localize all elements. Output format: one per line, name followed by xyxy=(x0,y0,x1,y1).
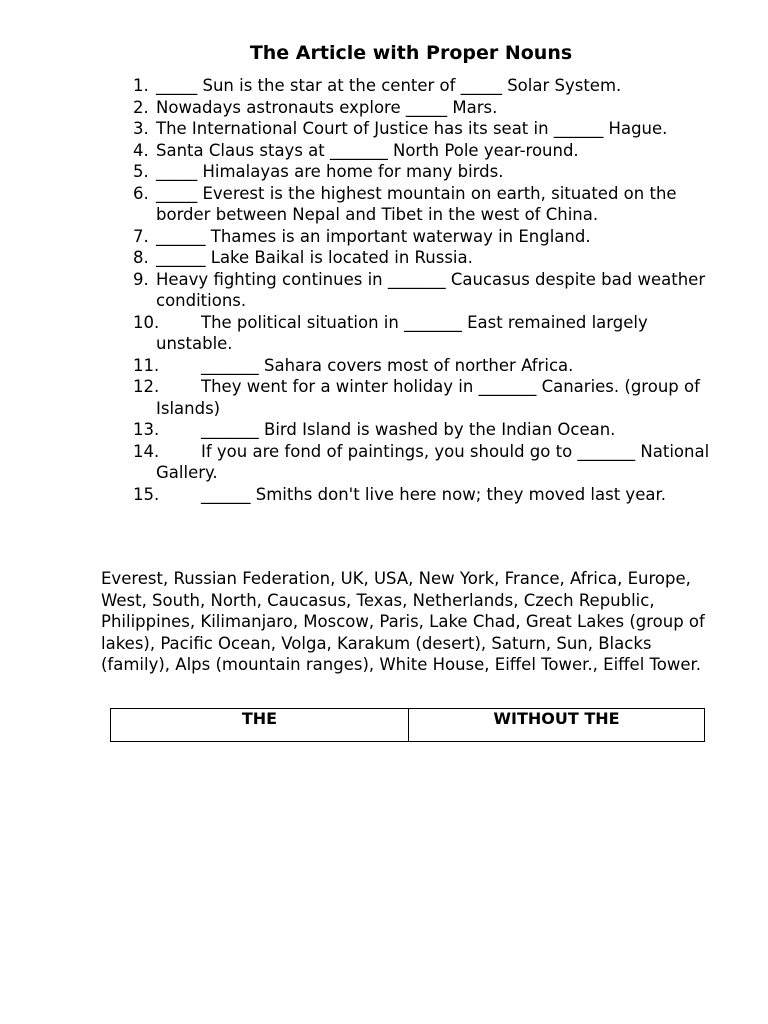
item-number: 5. xyxy=(133,162,149,181)
item-text: ______ Thames is an important waterway in England. xyxy=(156,226,591,246)
list-item xyxy=(133,441,723,484)
table-header-the: THE xyxy=(111,709,409,742)
item-text: The political situation in _______ East remained largely unstable. xyxy=(156,312,648,353)
item-number: 14. xyxy=(133,441,160,461)
item-number: 2. xyxy=(133,97,149,117)
item-number: 7. xyxy=(133,226,149,246)
item-text: Heavy fighting continues in _______ Caucasus despite bad weather conditions. xyxy=(156,269,706,310)
item-text: They went for a winter holiday in _______ Canaries. (group of Islands) xyxy=(156,377,700,418)
list-item xyxy=(133,118,723,140)
item-number: 6. xyxy=(133,183,149,203)
item-number: 15. xyxy=(133,484,160,504)
item-text: _______ Bird Island is washed by the Indian Ocean. xyxy=(201,420,616,439)
item-text: _______ Sahara covers most of norther Africa. xyxy=(201,355,574,375)
table-header-row xyxy=(111,709,705,742)
item-text: ______ Smiths don't live here now; they moved last year. xyxy=(201,484,666,504)
list-item xyxy=(133,97,723,119)
list-item xyxy=(133,140,723,162)
table-header-without-the: WITHOUT THE xyxy=(409,709,705,742)
list-item xyxy=(133,161,723,183)
item-text: ______ Lake Baikal is located in Russia. xyxy=(156,248,473,267)
item-number: 4. xyxy=(133,140,149,160)
item-number: 3. xyxy=(133,119,149,138)
item-text: Nowadays astronauts explore _____ Mars. xyxy=(156,97,498,117)
item-number: 1. xyxy=(133,76,149,95)
list-item xyxy=(133,75,723,97)
list-item xyxy=(133,269,723,312)
list-item xyxy=(133,183,723,226)
item-text: _____ Everest is the highest mountain on earth, situated on the border between Nepal and Tibet in the west of China. xyxy=(156,183,677,224)
item-text: _____ Himalayas are home for many birds. xyxy=(156,162,504,181)
list-item xyxy=(133,376,723,419)
list-item xyxy=(133,312,723,355)
word-bank: Everest, Russian Federation, UK, USA, New York, France, Africa, Europe, West, South, North, Caucasus, Texas, Netherlands, Czech Republic, Philippines, Kilimanjaro, Moscow, Paris, Lake Chad, Great Lakes (group of lakes), Pacific Ocean, Volga, Karakum (desert), Saturn, Sun, Blacks (family), Alps (mountain ranges), White House, Eiffel Tower., Eiffel Tower. xyxy=(101,569,705,674)
item-number: 8. xyxy=(133,248,149,267)
list-item xyxy=(133,226,723,248)
item-text: _____ Sun is the star at the center of _____ Solar System. xyxy=(156,76,622,95)
sorting-table xyxy=(110,708,705,742)
exercise-list xyxy=(133,75,723,505)
item-number: 11. xyxy=(133,355,160,375)
item-number: 13. xyxy=(133,420,160,439)
list-item xyxy=(133,355,723,377)
item-text: If you are fond of paintings, you should go to _______ National Gallery. xyxy=(156,441,710,482)
item-number: 10. xyxy=(133,312,160,332)
list-item xyxy=(133,419,723,441)
item-number: 9. xyxy=(133,269,149,289)
item-text: Santa Claus stays at _______ North Pole year-round. xyxy=(156,140,579,160)
item-number: 12. xyxy=(133,377,160,396)
page-title: The Article with Proper Nouns xyxy=(249,42,573,64)
list-item xyxy=(133,484,723,506)
item-text: The International Court of Justice has its seat in ______ Hague. xyxy=(156,119,668,138)
list-item xyxy=(133,247,723,269)
